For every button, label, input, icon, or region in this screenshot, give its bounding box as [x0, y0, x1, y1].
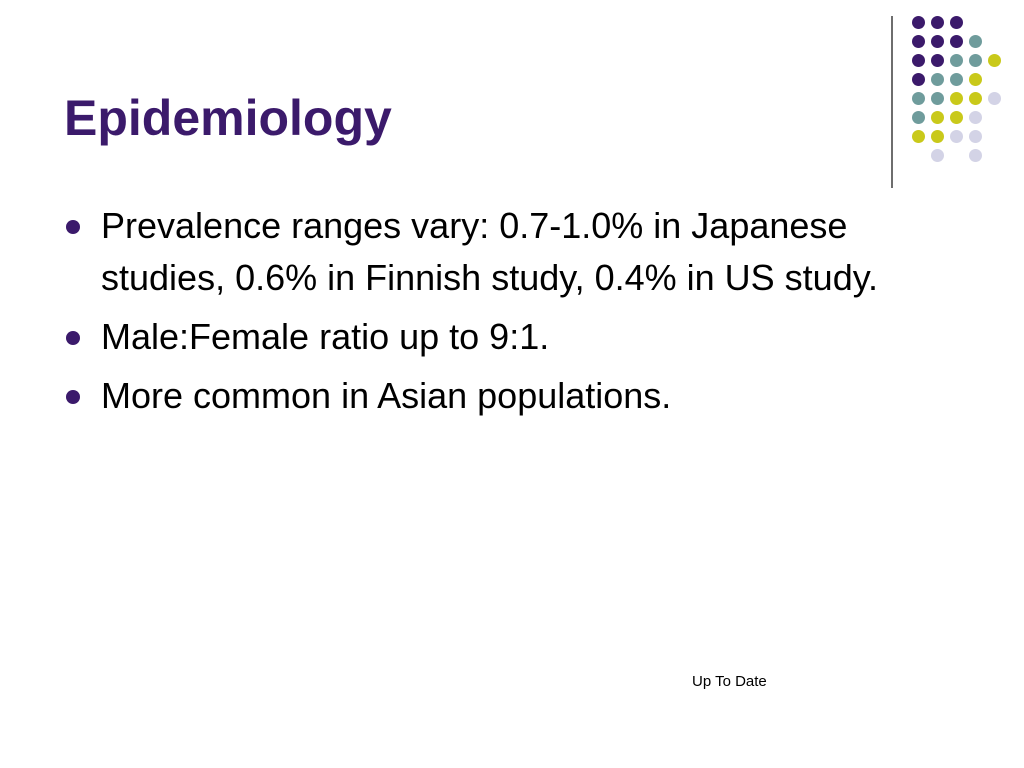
bullet-marker [66, 390, 80, 404]
decor-dot [950, 130, 963, 143]
decor-dot [969, 111, 982, 124]
list-item [64, 311, 884, 363]
decor-dot [931, 149, 944, 162]
decor-dot [950, 73, 963, 86]
decor-dot [969, 92, 982, 105]
decor-dot [912, 92, 925, 105]
decor-dot [912, 130, 925, 143]
decor-dot [969, 130, 982, 143]
source-note: Up To Date [692, 673, 767, 690]
decorative-dot-grid [0, 0, 1024, 200]
decor-dot [931, 54, 944, 67]
decor-dot [969, 35, 982, 48]
decor-dot [950, 16, 963, 29]
decor-dot [912, 16, 925, 29]
decor-dot [969, 73, 982, 86]
decor-dot [950, 92, 963, 105]
slide-title: Epidemiology [64, 90, 392, 146]
decor-dot [950, 54, 963, 67]
decor-dot [931, 16, 944, 29]
decor-dot [969, 149, 982, 162]
bullet-marker [66, 220, 80, 234]
decor-dot [988, 92, 1001, 105]
decor-dot [912, 111, 925, 124]
decor-dot [912, 54, 925, 67]
decor-dot [931, 73, 944, 86]
decor-dot [950, 35, 963, 48]
bullet-text: More common in Asian populations. [101, 375, 672, 416]
decor-dot [912, 73, 925, 86]
decor-dot [988, 54, 1001, 67]
list-item [64, 200, 884, 304]
list-item [64, 370, 884, 422]
decor-dot [931, 35, 944, 48]
bullet-text: Prevalence ranges vary: 0.7-1.0% in Japanese studies, 0.6% in Finnish study, 0.4% in US study. [101, 205, 879, 298]
decor-dot [931, 111, 944, 124]
bullet-text: Male:Female ratio up to 9:1. [101, 316, 550, 357]
decor-dot [912, 35, 925, 48]
bullet-list [64, 200, 884, 429]
decor-dot [969, 54, 982, 67]
decor-dot [931, 92, 944, 105]
decor-dot [950, 111, 963, 124]
decor-dot [931, 130, 944, 143]
bullet-marker [66, 331, 80, 345]
